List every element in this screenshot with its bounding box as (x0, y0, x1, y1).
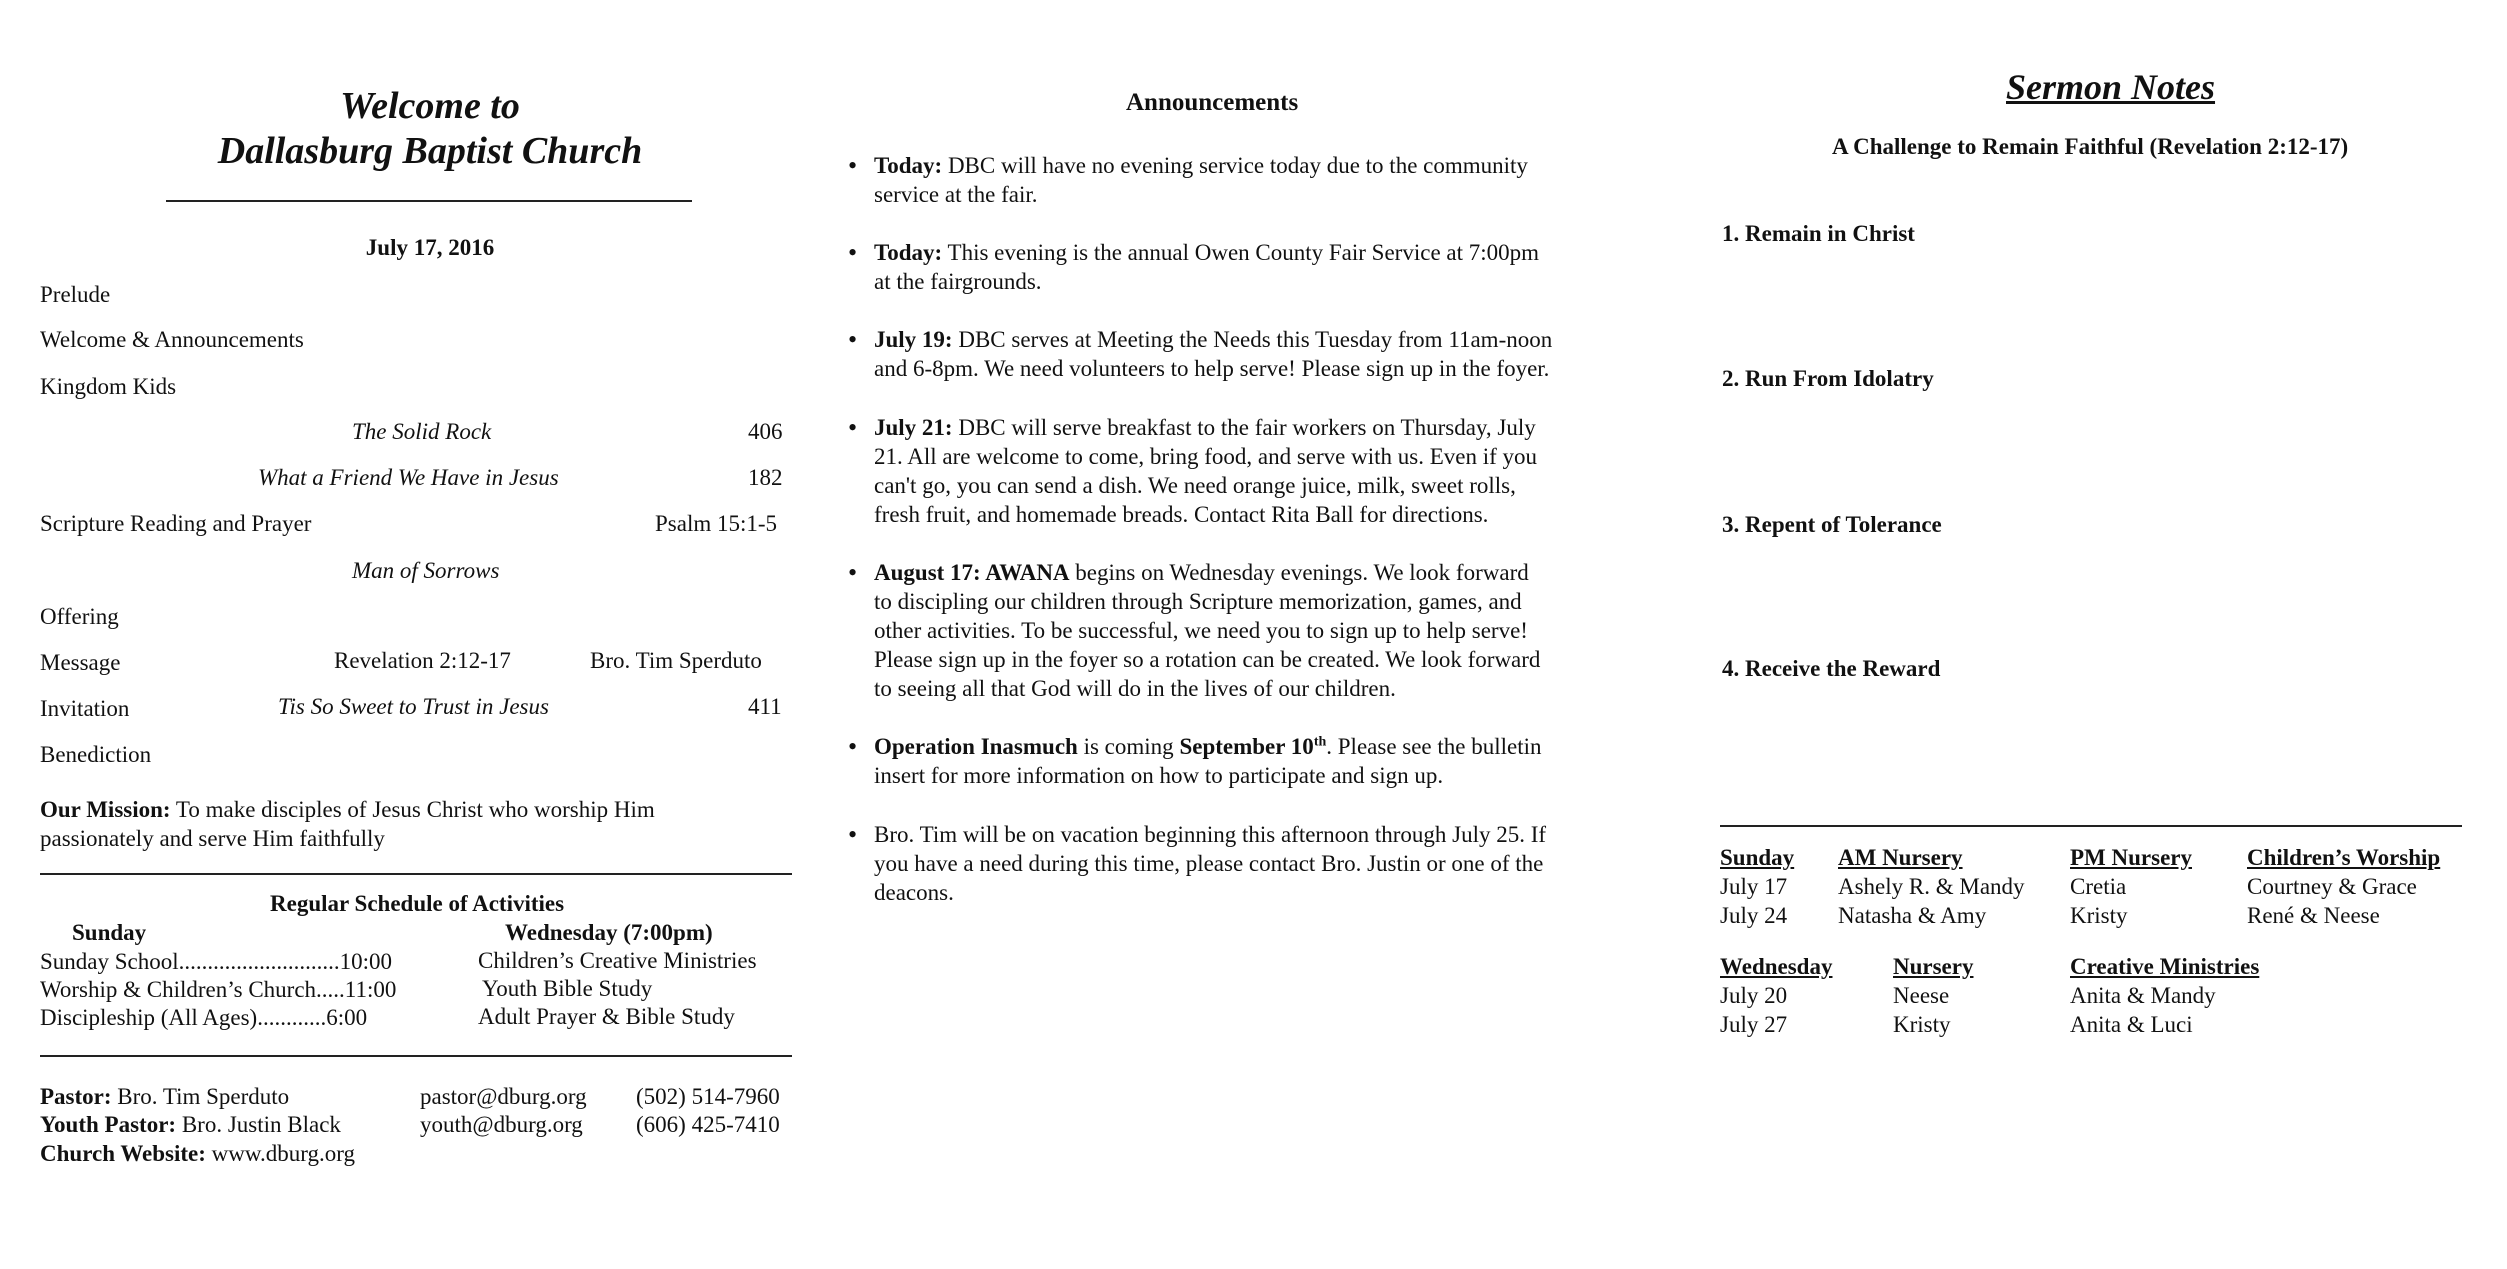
table-cell: July 24 (1720, 903, 1788, 928)
table-header-am-nursery: AM Nursery (1838, 845, 1963, 870)
announcement-item (874, 325, 1634, 383)
message-reference: Revelation 2:12-17 (334, 648, 511, 673)
mission-text: To make disciples of Jesus Christ who worship Him (175, 797, 655, 822)
announcement-lead: August 17: AWANA (874, 560, 1070, 585)
announcement-lead: Today: (874, 153, 943, 178)
schedule-wednesday-row: Youth Bible Study (482, 976, 653, 1001)
hymn-number: 406 (748, 419, 783, 444)
order-welcome: Welcome & Announcements (40, 327, 304, 352)
ordinal-suffix: th (1313, 734, 1327, 750)
invitation-song: Tis So Sweet to Trust in Jesus (278, 694, 549, 719)
sermon-point: 4. Receive the Reward (1722, 656, 1941, 681)
order-invitation: Invitation (40, 696, 130, 721)
table-cell: Kristy (1893, 1012, 1951, 1037)
table-cell: Cretia (2070, 874, 2127, 899)
pastor-email: pastor@dburg.org (420, 1084, 587, 1109)
announcement-text: begins on Wednesday evenings. We look forward (1075, 560, 1529, 585)
youth-pastor-name: Bro. Justin Black (181, 1112, 341, 1137)
welcome-title-line1: Welcome to (340, 85, 520, 127)
contacts-divider (40, 1055, 792, 1057)
announcement-text: other activities. To be successful, we need you to sign up to help serve! (874, 618, 1528, 643)
mission-label: Our Mission: (40, 797, 171, 822)
table-header-wednesday: Wednesday (1720, 954, 1833, 979)
sermon-notes-title: Sermon Notes (2006, 67, 2216, 107)
title-divider (166, 200, 692, 202)
table-cell: Courtney & Grace (2247, 874, 2417, 899)
schedule-sunday-row: Discipleship (All Ages)............6:00 (40, 1005, 368, 1030)
table-cell: July 17 (1720, 874, 1788, 899)
announcement-text: DBC serves at Meeting the Needs this Tuesday from 11am-noon (958, 327, 1553, 352)
announcement-text: . Please see the bulletin (1326, 734, 1542, 759)
order-benediction: Benediction (40, 742, 152, 767)
announcement-item (874, 413, 1634, 529)
announcement-text: to discipling our children through Scripture memorization, games, and (874, 589, 1522, 614)
youth-pastor-email: youth@dburg.org (420, 1112, 583, 1137)
announcement-item (874, 820, 1634, 907)
announcement-text: you have a need during this time, please contact Bro. Justin or one of the (874, 851, 1544, 876)
pastor-name: Bro. Tim Sperduto (117, 1084, 290, 1109)
announcement-text: to seeing all that God will do in the lives of our children. (874, 676, 1396, 701)
schedule-wednesday-row: Adult Prayer & Bible Study (478, 1004, 735, 1029)
announcement-lead: Today: (874, 240, 943, 265)
schedule-wednesday-heading: Wednesday (7:00pm) (505, 920, 713, 945)
song-title: The Solid Rock (352, 419, 492, 444)
announcement-item (874, 238, 1634, 296)
announcement-text: This evening is the annual Owen County Fair Service at 7:00pm (947, 240, 1540, 265)
announcement-lead: September 10 (1179, 734, 1314, 759)
table-cell: René & Neese (2247, 903, 2380, 928)
hymn-number: 411 (748, 694, 782, 719)
announcement-lead: July 19: (874, 327, 953, 352)
song-title: Man of Sorrows (352, 558, 500, 583)
table-cell: Anita & Luci (2070, 1012, 2193, 1037)
schedule-divider (40, 873, 792, 875)
table-header-nursery: Nursery (1893, 954, 1974, 979)
order-scripture: Scripture Reading and Prayer (40, 511, 312, 536)
announcement-lead: July 21: (874, 415, 953, 440)
announcement-text: deacons. (874, 880, 954, 905)
volunteer-divider (1720, 825, 2462, 827)
announcement-item (874, 558, 1634, 703)
sermon-point: 3. Repent of Tolerance (1722, 512, 1942, 537)
announcement-lead: Operation Inasmuch (874, 734, 1078, 759)
announcement-text: service at the fair. (874, 182, 1038, 207)
service-date: July 17, 2016 (365, 235, 495, 260)
order-prelude: Prelude (40, 282, 111, 307)
welcome-title-line2: Dallasburg Baptist Church (217, 130, 643, 172)
order-offering: Offering (40, 604, 119, 629)
message-speaker: Bro. Tim Sperduto (590, 648, 762, 673)
pastor-line (40, 1082, 289, 1111)
sermon-point: 2. Run From Idolatry (1722, 366, 1934, 391)
announcement-text: fresh fruit, and homemade breads. Contact Rita Ball for directions. (874, 502, 1489, 527)
announcement-text: Bro. Tim will be on vacation beginning this afternoon through July 25. If (874, 822, 1547, 847)
hymn-number: 182 (748, 465, 783, 490)
announcement-item (874, 151, 1634, 209)
announcement-text: and 6-8pm. We need volunteers to help serve! Please sign up in the foyer. (874, 356, 1550, 381)
table-cell: July 20 (1720, 983, 1788, 1008)
website-label: Church Website: (40, 1141, 206, 1166)
table-cell: July 27 (1720, 1012, 1788, 1037)
table-header-childrens-worship: Children’s Worship (2247, 845, 2441, 870)
announcement-text: Please sign up in the foyer so a rotation can be created. We look forward (874, 647, 1541, 672)
website-url: www.dburg.org (211, 1141, 355, 1166)
announcement-text: 21. All are welcome to come, bring food, and serve with us. Even if you (874, 444, 1538, 469)
website-line (40, 1139, 355, 1168)
table-header-creative-ministries: Creative Ministries (2070, 954, 2260, 979)
announcement-text: is coming (1083, 734, 1174, 759)
announcement-text: DBC will have no evening service today due to the community (947, 153, 1528, 178)
table-header-pm-nursery: PM Nursery (2070, 845, 2192, 870)
table-cell: Natasha & Amy (1838, 903, 1987, 928)
youth-pastor-line (40, 1110, 341, 1139)
table-cell: Neese (1893, 983, 1950, 1008)
sermon-subtitle: A Challenge to Remain Faithful (Revelation 2:12-17) (1832, 134, 2349, 159)
announcement-text: insert for more information on how to participate and sign up. (874, 763, 1444, 788)
announcement-text: can't go, you can send a dish. We need orange juice, milk, sweet rolls, (874, 473, 1516, 498)
mission-statement (40, 795, 820, 853)
table-cell: Ashely R. & Mandy (1838, 874, 2025, 899)
pastor-phone: (502) 514-7960 (636, 1084, 780, 1109)
schedule-wednesday-row: Children’s Creative Ministries (478, 948, 757, 973)
order-message: Message (40, 650, 121, 675)
youth-pastor-label: Youth Pastor: (40, 1112, 177, 1137)
schedule-title: Regular Schedule of Activities (270, 891, 565, 916)
mission-text: passionately and serve Him faithfully (40, 826, 385, 851)
table-cell: Anita & Mandy (2070, 983, 2216, 1008)
announcement-text: DBC will serve breakfast to the fair workers on Thursday, July (958, 415, 1536, 440)
announcement-text: at the fairgrounds. (874, 269, 1042, 294)
announcement-item (874, 732, 1634, 790)
schedule-sunday-heading: Sunday (72, 920, 147, 945)
announcements-title: Announcements (1126, 89, 1299, 116)
sermon-point: 1. Remain in Christ (1722, 221, 1915, 246)
schedule-sunday-row: Worship & Children’s Church.....11:00 (40, 977, 397, 1002)
song-title: What a Friend We Have in Jesus (258, 465, 559, 490)
schedule-sunday-row: Sunday School............................10:00 (40, 949, 393, 974)
order-kingdom-kids: Kingdom Kids (40, 374, 177, 399)
table-cell: Kristy (2070, 903, 2128, 928)
youth-pastor-phone: (606) 425-7410 (636, 1112, 780, 1137)
pastor-label: Pastor: (40, 1084, 112, 1109)
table-header-sunday: Sunday (1720, 845, 1795, 870)
scripture-reference: Psalm 15:1-5 (655, 511, 778, 536)
